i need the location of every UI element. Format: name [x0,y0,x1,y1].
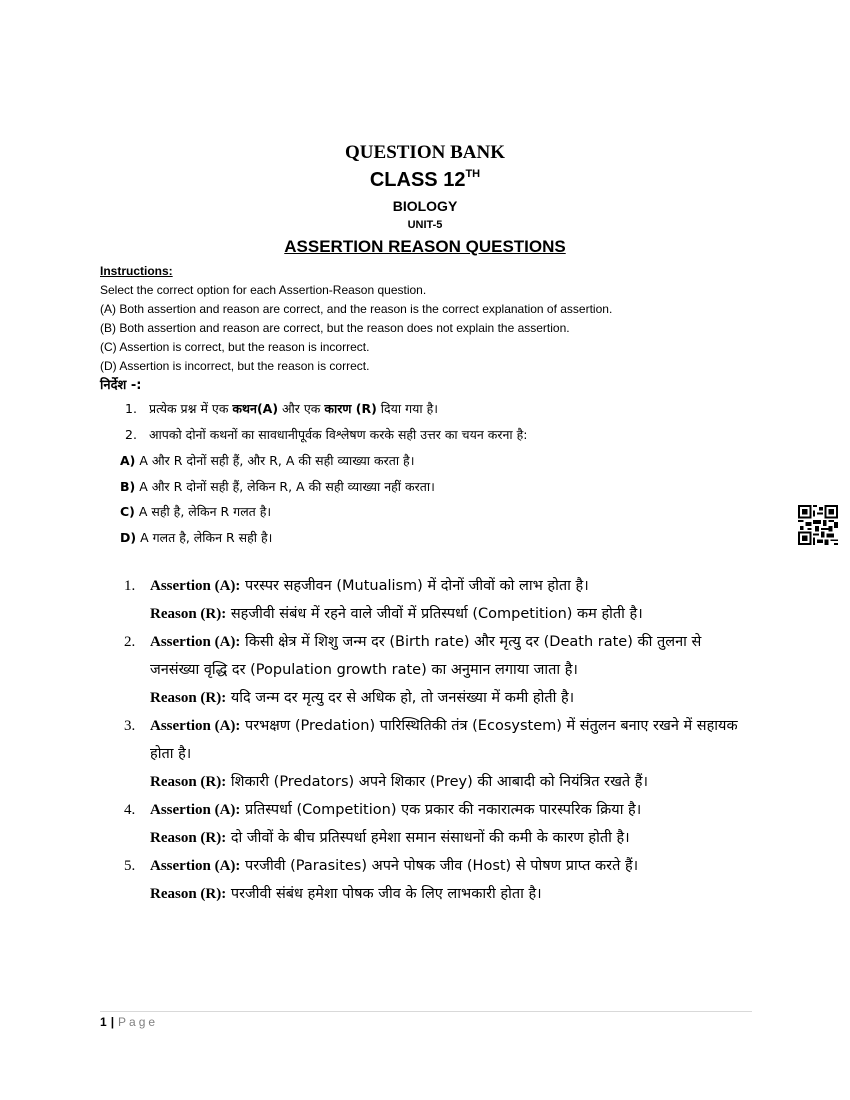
reason-label: Reason (R): [150,774,227,790]
instructions-block [100,262,780,376]
reason-label: Reason (R): [150,886,227,902]
assertion-text: परस्पर सहजीवन (Mutualism) में दोनों जीवों को लाभ होता है। [240,578,589,594]
reason-line [150,600,754,628]
point-text: आपको दोनों कथनों का सावधानीपूर्वक विश्लेषण करके सही उत्तर का चयन करना है: [149,427,528,442]
instruction-line: (D) Assertion is incorrect, but the reason is correct. [100,359,370,373]
instruction-line: Select the correct option for each Assertion-Reason question. [100,283,427,297]
reason-text: शिकारी (Predators) अपने शिकार (Prey) की आबादी को नियंत्रित रखते हैं। [226,774,648,790]
option-label: B) [120,479,136,494]
questions-list [124,572,754,908]
assertion-line [150,572,754,600]
assertion-label: Assertion (A): [150,802,241,818]
reason-line [150,880,754,908]
assertion-text: परभक्षण (Predation) पारिस्थितिकी तंत्र (Ecosystem) में संतुलन बनाए रखने में सहायक होता है। [150,718,738,762]
assertion-label: Assertion (A): [150,634,241,650]
point-number: 2. [125,427,137,442]
question-number: 4. [124,802,136,818]
option-label: A) [120,453,136,468]
question-item [124,796,754,852]
reason-line [150,768,754,796]
option-text: A और R दोनों सही हैं, और R, A की सही व्याख्या करता है। [135,453,415,468]
assertion-text: किसी क्षेत्र में शिशु जन्म दर (Birth rate) और मृत्यु दर (Death rate) की तुलना से जनसंख्या वृद्धि दर (Population growth rate) का अनुमान लगाया जाता है। [150,634,702,678]
footer-separator: | [110,1015,115,1029]
assertion-text: परजीवी (Parasites) अपने पोषक जीव (Host) से पोषण प्राप्त करते हैं। [240,858,639,874]
instruction-line: (C) Assertion is correct, but the reason is incorrect. [100,340,370,354]
question-number: 3. [124,718,136,734]
reason-label: Reason (R): [150,690,227,706]
unit-heading: UNIT-5 [407,219,443,231]
reason-text: यदि जन्म दर मृत्यु दर से अधिक हो, तो जनसंख्या में कमी होती है। [226,690,575,706]
hindi-option-d [120,529,272,546]
assertion-text: प्रतिस्पर्धा (Competition) एक प्रकार की नकारात्मक पारस्परिक क्रिया है। [240,802,642,818]
page-number: 1 [100,1015,107,1029]
point-number: 1. [125,401,137,416]
assertion-term: कथन(A) [232,401,279,416]
instructions-heading: Instructions: [100,264,173,278]
instruction-line: (B) Both assertion and reason are correct, but the reason does not explain the assertion. [100,321,570,335]
question-item [124,572,754,628]
class-superscript: TH [465,168,481,180]
assertion-label: Assertion (A): [150,578,241,594]
point-text: दिया गया है। [376,401,438,416]
question-number: 2. [124,634,136,650]
reason-text: परजीवी संबंध हमेशा पोषक जीव के लिए लाभकारी होता है। [226,886,542,902]
question-item [124,712,754,796]
option-text: A और R दोनों सही हैं, लेकिन R, A की सही व्याख्या नहीं करता। [135,479,435,494]
hindi-point-2 [125,426,527,443]
reason-line [150,824,754,852]
assertion-line [150,712,754,768]
section-heading: ASSERTION REASON QUESTIONS [284,237,566,256]
option-label: C) [120,504,135,519]
point-text: और एक [278,401,325,416]
class-text: CLASS 12 [369,169,466,191]
reason-label: Reason (R): [150,830,227,846]
option-text: A सही है, लेकिन R गलत है। [134,504,272,519]
doc-title: QUESTION BANK [345,142,505,163]
hindi-option-b [120,478,435,495]
question-number: 1. [124,578,136,594]
reason-text: दो जीवों के बीच प्रतिस्पर्धा हमेशा समान संसाधनों की कमी के कारण होती है। [226,830,630,846]
question-item [124,852,754,908]
option-label: D) [120,530,137,545]
hindi-option-c [120,503,271,520]
instruction-line: (A) Both assertion and reason are correct, and the reason is the correct explanation of assertion. [100,302,613,316]
qr-code-icon [798,505,838,545]
page-label: Page [118,1015,159,1029]
point-text: प्रत्येक प्रश्न में एक [149,401,233,416]
reason-line [150,684,754,712]
hindi-option-a [120,452,414,469]
reason-text: सहजीवी संबंध में रहने वाले जीवों में प्रतिस्पर्धा (Competition) कम होती है। [226,606,643,622]
class-heading [0,168,850,192]
hindi-instructions-heading: निर्देश -: [100,378,142,393]
reason-label: Reason (R): [150,606,227,622]
question-number: 5. [124,858,136,874]
hindi-point-1 [125,400,438,417]
assertion-label: Assertion (A): [150,858,241,874]
assertion-line [150,852,754,880]
reason-term: कारण (R) [324,401,377,416]
page-footer [100,1015,158,1029]
assertion-line [150,628,754,684]
subject-heading: BIOLOGY [392,198,458,214]
option-text: A गलत है, लेकिन R सही है। [136,530,273,545]
assertion-label: Assertion (A): [150,718,241,734]
question-item [124,628,754,712]
assertion-line [150,796,754,824]
footer-divider [100,1011,752,1012]
